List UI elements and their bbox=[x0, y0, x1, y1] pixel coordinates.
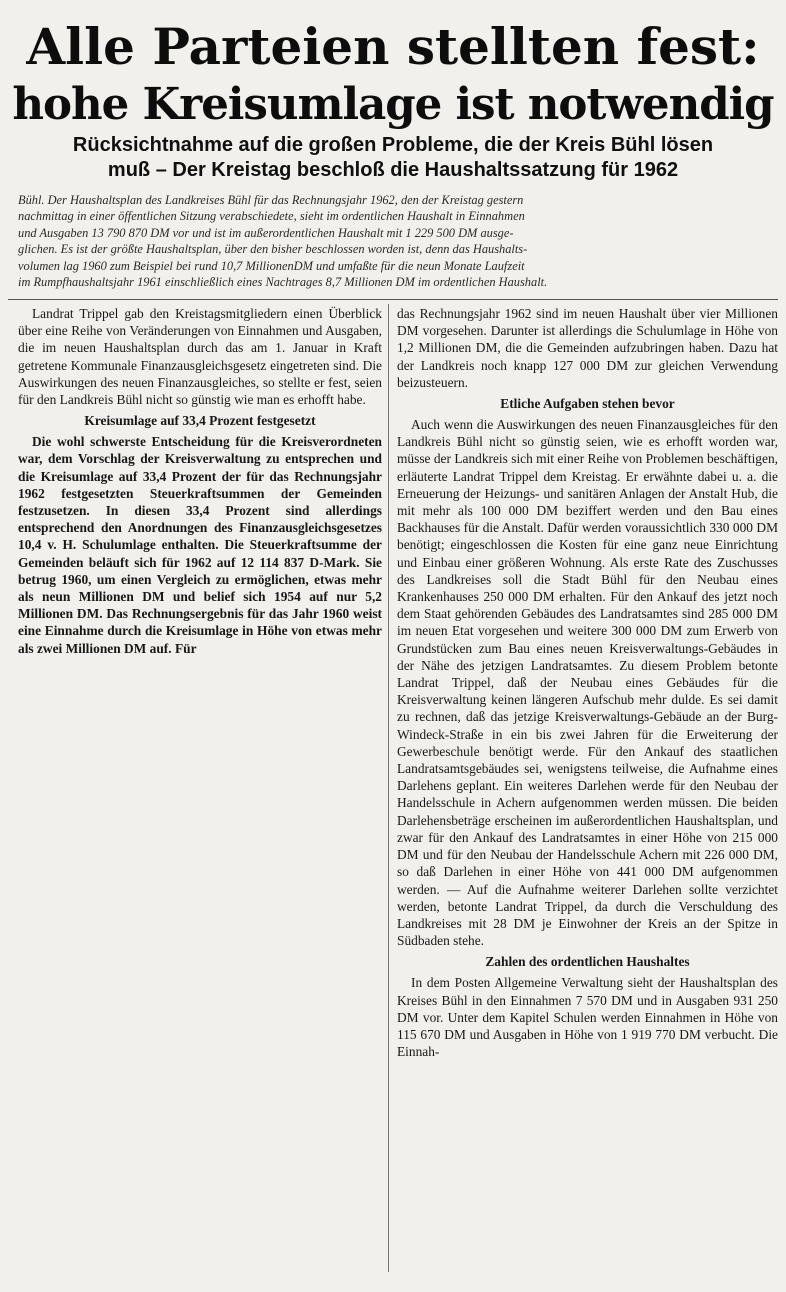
body-paragraph: Landrat Trippel gab den Kreistagsmitgliedern einen Überblick über eine Reihe von Veränderungen von Einnahmen und Ausgaben, die im neuen Haushaltsplan durch das am 1. Januar in Kraft getretene Kommunale Finanzausgleichsgesetz eingetreten sind. Die Auswirkungen des neuen Finanzausgleiches, so stellte er fest, seien für den Landkreis Bühl nicht so günstig wie man es erhofft habe. bbox=[18, 306, 382, 408]
right-column bbox=[397, 305, 778, 1060]
body-paragraph: das Rechnungsjahr 1962 sind im neuen Haushalt über vier Millionen DM vorgesehen. Darunter ist allerdings die Schulumlage in Höhe von 1,2 Millionen DM, die die Gemeinden aufzubringen haben. Dazu hat der Landkreis noch knapp 127 000 DM zur gleichen Verwendung beizusteuern. bbox=[397, 306, 778, 390]
lead-line: und Ausgaben 13 790 870 DM vor und ist im außerordentlichen Haushalt mit 1 229 500 DM ausge- bbox=[18, 225, 514, 240]
subheadline-line-2: muß – Der Kreistag beschloß die Haushaltssatzung für 1962 bbox=[107, 159, 679, 181]
left-column bbox=[18, 305, 382, 657]
lead-divider bbox=[8, 299, 778, 300]
section-heading: Kreisumlage auf 33,4 Prozent festgesetzt bbox=[84, 413, 316, 429]
section-heading: Zahlen des ordentlichen Haushaltes bbox=[485, 954, 690, 970]
lead-line: glichen. Es ist der größte Haushaltsplan, über den bisher beschlossen worden ist, denn das Haushalts- bbox=[18, 242, 528, 257]
section-heading: Etliche Aufgaben stehen bevor bbox=[500, 396, 675, 412]
subheadline-line-1: Rücksichtnahme auf die großen Probleme, die der Kreis Bühl lösen bbox=[72, 134, 714, 156]
column-divider bbox=[388, 304, 389, 1272]
lead-line: volumen lag 1960 zum Beispiel bei rund 10,7 MillionenDM und umfaßte für die neun Monate Laufzeit bbox=[18, 258, 525, 273]
lead-line: nachmittag in einer öffentlichen Sitzung verabschiedete, sieht im ordentlichen Haushalt in Einnahmen bbox=[18, 209, 525, 224]
lead-line: Bühl. Der Haushaltsplan des Landkreises Bühl für das Rechnungsjahr 1962, den der Kreistag gestern bbox=[18, 193, 524, 207]
headline-line-1: Alle Parteien stellten fest: bbox=[26, 17, 760, 76]
body-paragraph: Auch wenn die Auswirkungen des neuen Finanzausgleiches für den Landkreis Bühl nicht so günstig seien, wie es erhofft worden war, müsse der Landkreis sich mit einer Reihe von Problemen beschäftigen, erläuterte Landrat Trippel dem Kreistag. Er erwähnte dabei u. a. die Erneuerung der Heizungs- und sanitären Anlagen der Anstalt Hub, die mit mehr als 100 000 DM beziffert werden und den Bau eines Backhauses für die Anstalt. Dafür werden voraussichtlich 330 000 DM benötigt; eingeschlossen die Kosten für eine ganz neue Einrichtung und Einbau einer größeren Wohnung. Als erste Rate des Zuschusses des Landkreises soll die Stadt Bühl für den Neubau eines Krankenhauses 250 000 DM erhalten. Für den Ankauf des jetzt noch dem Staat gehörenden Gebäudes des Landratsamtes sind 285 000 DM im neuen Etat vorgesehen und weitere 300 000 DM zum Erwerb von Grundstücken zum Bau eines neuen Kreisverwaltungs-Gebäudes in der Nähe des jetzigen Landratsamtes. Zu diesem Problem betonte Landrat Trippel, daß der Neubau eines Gebäudes für die Kreisverwaltung keinen längeren Aufschub mehr dulde. Es sei damit zu rechnen, daß das jetzige Kreisverwaltungs-Gebäude an der Burg-Windeck-Straße in ein bis zwei Jahren für die Erweiterung der Gewerbeschule benötigt werde. Für den Ankauf des staatlichen Landratsamtsgebäudes sei, wenigstens teilweise, die Aufnahme eines Darlehens geplant. Ein weiteres Darlehen werde für den Neubau der Handelsschule in Achern aufgenommen werden müssen. Die beiden Darlehensbeträge erscheinen im außerordentlichen Haushaltsplan, und zwar für den Ankauf des Landratsamtes in einer Höhe von 215 000 DM und für den Neubau der Handelsschule Achern mit 226 000 DM, so daß Darlehen in einer Höhe von 441 000 DM aufgenommen werden. — Auf die Aufnahme weiterer Darlehen sollte verzichtet werden, betonte Landrat Trippel, da durch die Verschuldung des Landkreises mit 28 DM je Einwohner der Kreis an der Spitze in Südbaden stehe. bbox=[397, 417, 778, 949]
lead-paragraph bbox=[18, 192, 774, 290]
headline-line-2: hohe Kreisumlage ist notwendig bbox=[12, 79, 774, 130]
body-paragraph: In dem Posten Allgemeine Verwaltung sieht der Haushaltsplan des Kreises Bühl in den Einnahmen 7 570 DM und in Ausgaben 931 250 DM vor. Unter dem Kapitel Schulen werden Einnahmen in Höhe von 115 670 DM und Ausgaben in Höhe von 1 919 770 DM verbucht. Die Einnah- bbox=[397, 975, 778, 1060]
lead-line: im Rumpfhaushaltsjahr 1961 einschließlich eines Nachtrages 8,7 Millionen DM im ordentlichen Haushalt. bbox=[18, 275, 548, 290]
body-paragraph: Die wohl schwerste Entscheidung für die Kreisverordneten war, dem Vorschlag der Kreisverwaltung zu entsprechen und die Kreisumlage auf 33,4 Prozent der für das Rechnungsjahr 1962 festgesetzten Steuerkraftsummen der Gemeinden festzusetzen. In diesen 33,4 Prozent sind allerdings entsprechend den Anordnungen des Finanzausgleichsgesetzes 10,4 v. H. Schulumlage enthalten. Die Steuerkraftsumme der Gemeinden beläuft sich für 1962 auf 12 114 837 D-Mark. Sie betrug 1960, um einen Vergleich zu ermöglichen, etwas mehr als neun Millionen DM und belief sich 1954 auf nur 5,2 Millionen DM. Das Rechnungsergebnis für das Jahr 1960 weist eine Einnahme durch die Kreisumlage in Höhe von etwas mehr als zwei Millionen DM auf. Für bbox=[18, 434, 382, 656]
